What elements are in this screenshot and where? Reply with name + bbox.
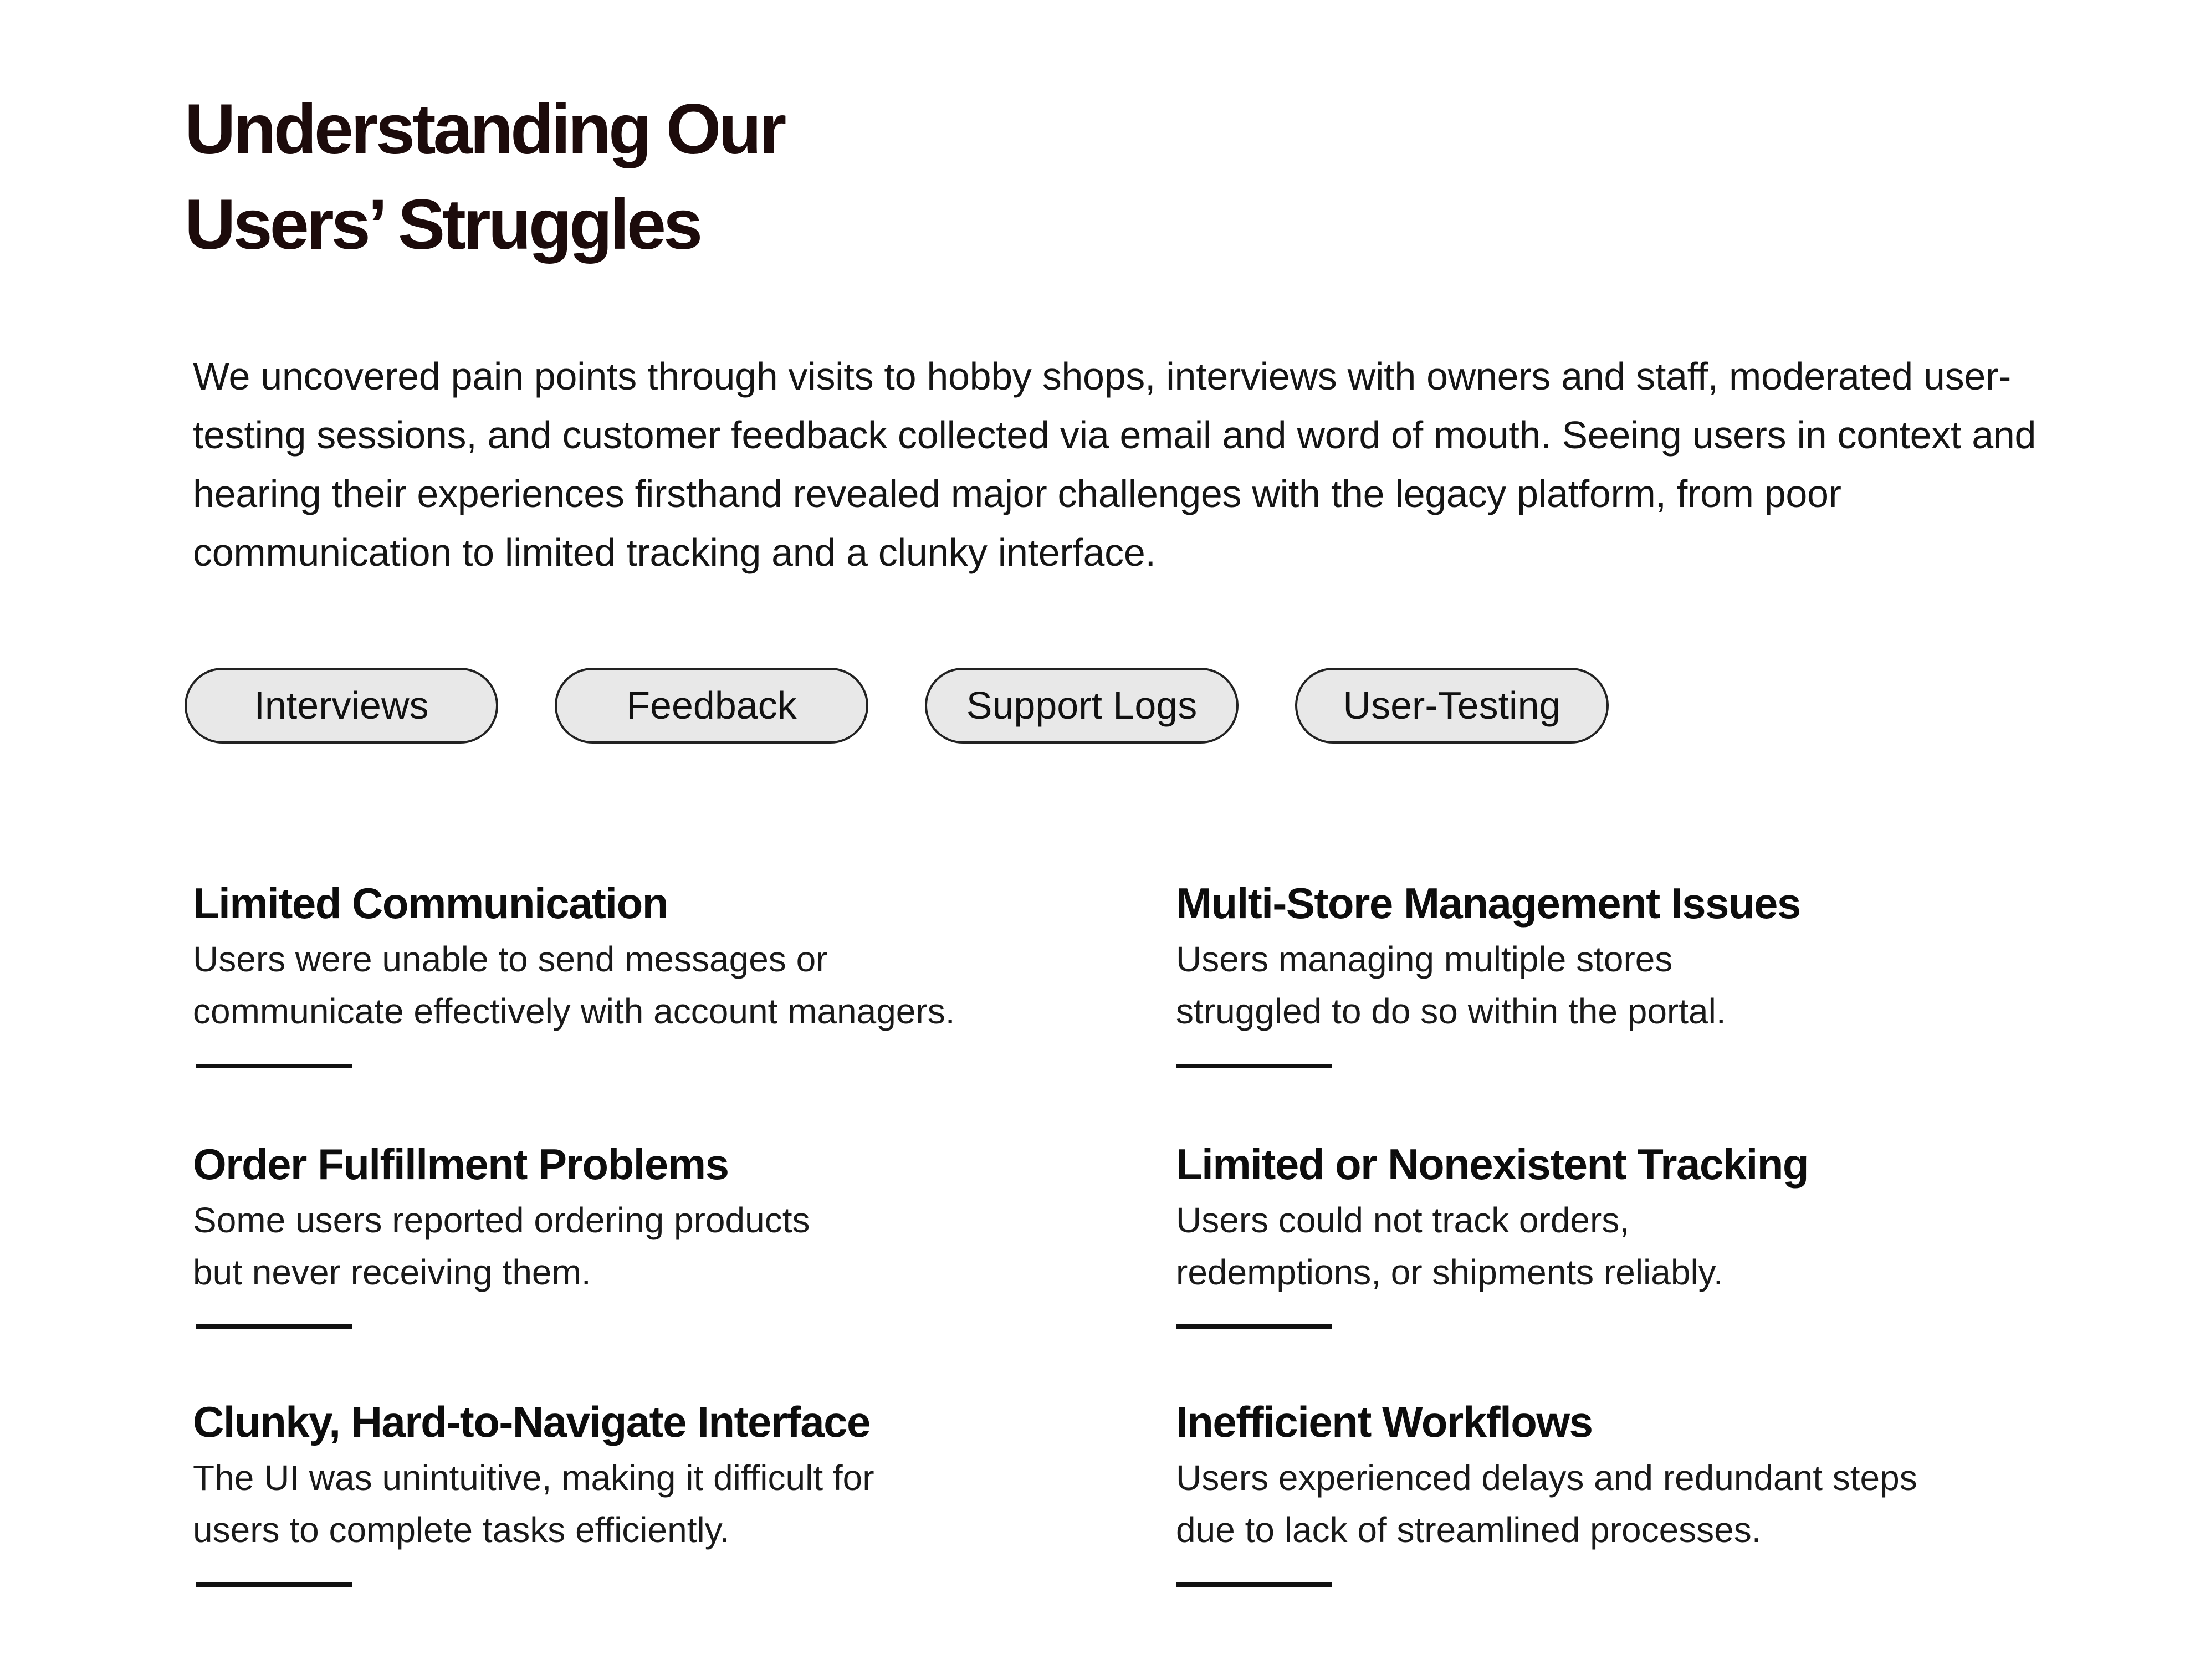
issue-title: Limited or Nonexistent Tracking bbox=[1176, 1140, 1809, 1189]
issue-title: Order Fulfillment Problems bbox=[193, 1140, 729, 1189]
issue-description-line: The UI was unintuitive, making it difficult for bbox=[193, 1458, 874, 1498]
issue-description-line: Users could not track orders, bbox=[1176, 1200, 1630, 1240]
issue-multi-store-management bbox=[1176, 875, 1979, 1037]
issue-description-line: due to lack of streamlined processes. bbox=[1176, 1510, 1762, 1550]
issue-description bbox=[193, 1194, 996, 1298]
page-title bbox=[185, 82, 784, 273]
issue-divider bbox=[1176, 1324, 1332, 1329]
issue-title: Inefficient Workflows bbox=[1176, 1397, 1593, 1446]
issue-description-line: Some users reported ordering products bbox=[193, 1200, 810, 1240]
issue-title: Limited Communication bbox=[193, 879, 668, 928]
tag-feedback[interactable]: Feedback bbox=[555, 668, 868, 744]
page-title-line-1: Understanding Our bbox=[185, 90, 784, 169]
issue-divider bbox=[1176, 1064, 1332, 1068]
issue-divider bbox=[196, 1582, 352, 1587]
issue-description-line: users to complete tasks efficiently. bbox=[193, 1510, 730, 1550]
issue-description bbox=[1176, 933, 1979, 1037]
issue-description-line: Users experienced delays and redundant steps bbox=[1176, 1458, 1917, 1498]
issue-divider bbox=[196, 1064, 352, 1068]
page-title-line-2: Users’ Struggles bbox=[185, 185, 700, 264]
issue-title: Clunky, Hard-to-Navigate Interface bbox=[193, 1397, 870, 1446]
issue-limited-tracking bbox=[1176, 1136, 1979, 1298]
tag-user-testing[interactable]: User-Testing bbox=[1295, 668, 1609, 744]
issue-limited-communication bbox=[193, 875, 996, 1037]
issue-description-line: communicate effectively with account managers. bbox=[193, 991, 955, 1031]
issue-description-line: redemptions, or shipments reliably. bbox=[1176, 1252, 1723, 1292]
issue-description bbox=[193, 933, 996, 1037]
issue-inefficient-workflows bbox=[1176, 1394, 1979, 1556]
tag-interviews[interactable]: Interviews bbox=[185, 668, 498, 744]
issue-divider bbox=[196, 1324, 352, 1329]
issue-description-line: Users managing multiple stores bbox=[1176, 939, 1673, 979]
issue-description-line: but never receiving them. bbox=[193, 1252, 591, 1292]
issue-title: Multi-Store Management Issues bbox=[1176, 879, 1800, 928]
issue-order-fulfillment bbox=[193, 1136, 996, 1298]
issue-description bbox=[1176, 1194, 1979, 1298]
issue-clunky-interface bbox=[193, 1394, 996, 1556]
tag-support-logs[interactable]: Support Logs bbox=[925, 668, 1239, 744]
intro-paragraph: We uncovered pain points through visits to hobby shops, interviews with owners and staff, moderated user-testing sessions, and customer feedback collected via email and word of mouth. Seeing users in context and hearing their experiences firsthand revealed major challenges with the legacy platform, from poor communication to limited tracking and a clunky interface. bbox=[193, 355, 2037, 574]
issue-divider bbox=[1176, 1582, 1332, 1587]
issue-description bbox=[1176, 1452, 1979, 1556]
issue-description-line: struggled to do so within the portal. bbox=[1176, 991, 1726, 1031]
issue-description-line: Users were unable to send messages or bbox=[193, 939, 828, 979]
issue-description bbox=[193, 1452, 996, 1556]
